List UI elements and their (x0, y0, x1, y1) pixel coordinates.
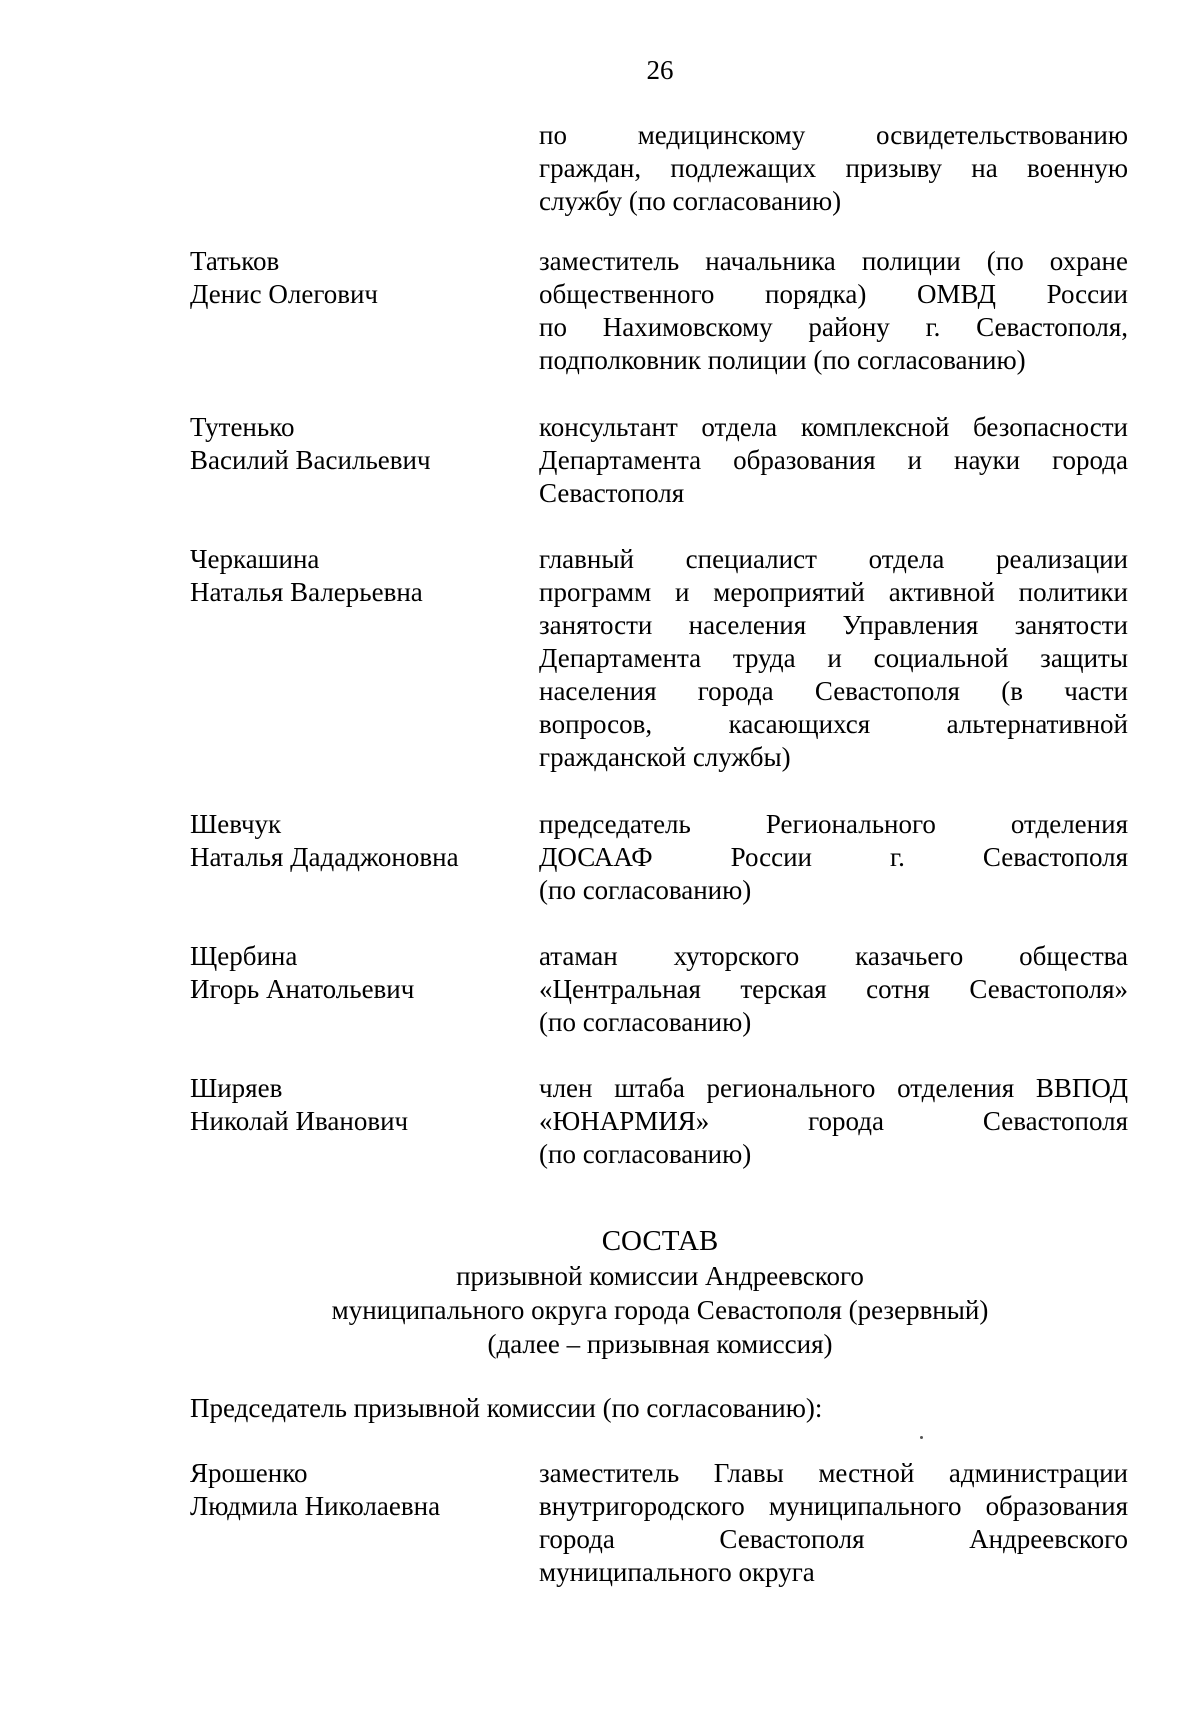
member-name (190, 808, 530, 874)
description-line: (по согласованию) (539, 875, 752, 905)
member-surname: Щербина (190, 941, 298, 971)
description-line: Департамента образования и науки города (539, 445, 1128, 475)
description-line: занятости населения Управления занятости (539, 610, 1128, 640)
member-given-name: Игорь Анатольевич (190, 974, 415, 1004)
section-subtitle-line: призывной комиссии Андреевского (456, 1261, 864, 1291)
description-line: граждан, подлежащих призыву на военную (539, 153, 1128, 183)
description-line: вопросов, касающихся альтернативной (539, 709, 1128, 739)
member-surname: Ярошенко (190, 1458, 308, 1488)
description-line: ДОСААФ России г. Севастополя (539, 842, 1128, 872)
member-position (539, 940, 1128, 1039)
member-name (190, 940, 530, 1006)
description-line: программ и мероприятий активной политики (539, 577, 1128, 607)
description-line: главный специалист отдела реализации (539, 544, 1128, 574)
member-given-name: Наталья Дададжоновна (190, 842, 459, 872)
member-surname: Ширяев (190, 1073, 283, 1103)
description-line: заместитель начальника полиции (по охране (539, 246, 1128, 276)
description-line: службу (по согласованию) (539, 186, 842, 216)
member-position (539, 543, 1128, 774)
member-surname: Шевчук (190, 809, 282, 839)
description-line: общественного порядка) ОМВД России (539, 279, 1128, 309)
description-line: по Нахимовскому району г. Севастополя, (539, 312, 1128, 342)
description-line: консультант отдела комплексной безопасности (539, 412, 1128, 442)
member-given-name: Василий Васильевич (190, 445, 431, 475)
section-title: СОСТАВ (601, 1225, 719, 1257)
continuation-description (539, 119, 1128, 218)
chair-name (190, 1457, 530, 1523)
description-line: по медицинскому освидетельствованию (539, 120, 1128, 150)
description-line: муниципального округа (539, 1557, 815, 1587)
member-position (539, 808, 1128, 907)
member-name (190, 1072, 530, 1138)
description-line: член штаба регионального отделения ВВПОД (539, 1073, 1128, 1103)
member-given-name: Николай Иванович (190, 1106, 409, 1136)
description-line: (по согласованию) (539, 1139, 752, 1169)
member-position (539, 411, 1128, 510)
member-surname: Черкашина (190, 544, 320, 574)
member-given-name: Людмила Николаевна (190, 1491, 441, 1521)
section-subtitle-line: (далее – призывная комиссия) (487, 1329, 833, 1359)
description-line: внутригородского муниципального образования (539, 1491, 1128, 1521)
description-line: «ЮНАРМИЯ» города Севастополя (539, 1106, 1128, 1136)
member-surname: Тутенько (190, 412, 295, 442)
member-name (190, 245, 530, 311)
chair-position (539, 1457, 1128, 1589)
member-given-name: Денис Олегович (190, 279, 378, 309)
member-position (539, 1072, 1128, 1171)
description-line: Департамента труда и социальной защиты (539, 643, 1128, 673)
description-line: гражданской службы) (539, 742, 791, 772)
page-number: 26 (646, 55, 674, 85)
chair-label: Председатель призывной комиссии (по согласованию): (190, 1393, 823, 1423)
scan-speck (920, 1436, 923, 1439)
description-line: города Севастополя Андреевского (539, 1524, 1128, 1554)
member-given-name: Наталья Валерьевна (190, 577, 423, 607)
description-line: заместитель Главы местной администрации (539, 1458, 1128, 1488)
description-line: (по согласованию) (539, 1007, 752, 1037)
description-line: Севастополя (539, 478, 685, 508)
member-position (539, 245, 1128, 377)
member-name (190, 543, 530, 609)
description-line: атаман хуторского казачьего общества (539, 941, 1128, 971)
member-surname: Татьков (190, 246, 280, 276)
member-name (190, 411, 530, 477)
description-line: подполковник полиции (по согласованию) (539, 345, 1026, 375)
description-line: председатель Регионального отделения (539, 809, 1128, 839)
section-heading (0, 1225, 1200, 1362)
description-line: «Центральная терская сотня Севастополя» (539, 974, 1128, 1004)
section-subtitle-line: муниципального округа города Севастополя (резервный) (331, 1295, 989, 1325)
description-line: населения города Севастополя (в части (539, 676, 1128, 706)
